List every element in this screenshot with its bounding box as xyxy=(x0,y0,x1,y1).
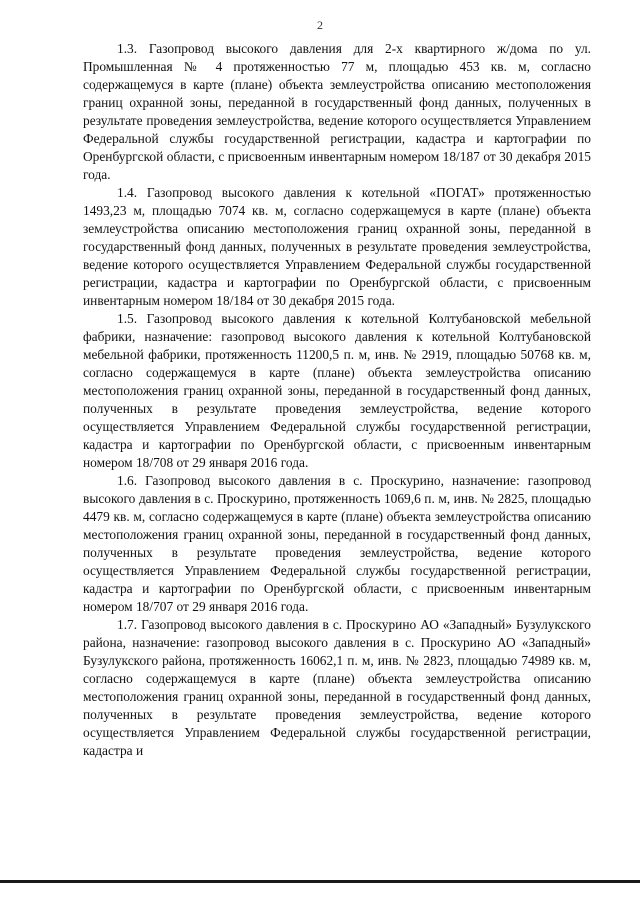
paragraph-1-6: 1.6. Газопровод высокого давления в с. Проскурино, назначение: газопровод высокого давления в с. Проскурино, протяженность 1069,6 п. м, инв. № 2825, площадью 4479 кв. м, согласно содержащемуся в карте (плане) объекта землеустройства описанию местоположения границ охранной зоны, переданной в государственный фонд данных, полученных в результате проведения землеустройства, ведение которого осуществляется Управлением Федеральной службы государственной регистрации, кадастра и картографии по Оренбургской области, с присвоенным инвентарным номером 18/707 от 29 января 2016 года. xyxy=(83,473,591,614)
paragraph-1-7: 1.7. Газопровод высокого давления в с. Проскурино АО «Западный» Бузулукского района, назначение: газопровод высокого давления в с. Проскурино АО «Западный» Бузулукского района, протяженность 16062,1 п. м, инв. № 2823, площадью 74989 кв. м, согласно содержащемуся в карте (плане) объекта землеустройства описанию местоположения границ охранной зоны, переданной в государственный фонд данных, полученных в результате проведения землеустройства, ведение которого осуществляется Управлением Федеральной службы государственной регистрации, кадастра и xyxy=(83,617,591,758)
paragraph-1-5: 1.5. Газопровод высокого давления к котельной Колтубановской мебельной фабрики, назначение: газопровод высокого давления к котельной Колтубановской мебельной фабрики, протяженность 11200,5 п. м, инв. № 2919, площадью 50768 кв. м, согласно содержащемуся в карте (плане) объекта землеустройства описанию местоположения границ охранной зоны, переданной в государственный фонд данных, полученных в результате проведения землеустройства, ведение которого осуществляется Управлением Федеральной службы государственной регистрации, кадастра и картографии по Оренбургской области, с присвоенным инвентарным номером 18/708 от 29 января 2016 года. xyxy=(83,311,591,470)
bottom-scan-edge xyxy=(0,880,640,883)
page-number: 2 xyxy=(317,18,323,32)
document-body xyxy=(83,40,591,760)
paragraph-1-4: 1.4. Газопровод высокого давления к котельной «ПОГАТ» протяженностью 1493,23 м, площадью 7074 кв. м, согласно содержащемуся в карте (плане) объекта землеустройства описанию местоположения границ охранной зоны, переданной в государственный фонд данных, полученных в результате проведения землеустройства, ведение которого осуществляется Управлением Федеральной службы государственной регистрации, кадастра и картографии по Оренбургской области, с присвоенным инвентарным номером 18/184 от 30 декабря 2015 года. xyxy=(83,185,591,308)
paragraph-1-3: 1.3. Газопровод высокого давления для 2-х квартирного ж/дома по ул. Промышленная № 4 протяженностью 77 м, площадью 453 кв. м, согласно содержащемуся в карте (плане) объекта землеустройства описанию местоположения границ охранной зоны, переданной в государственный фонд данных, полученных в результате проведения землеустройства, ведение которого осуществляется Управлением Федеральной службы государственной регистрации, кадастра и картографии по Оренбургской области, с присвоенным инвентарным номером 18/187 от 30 декабря 2015 года. xyxy=(83,41,591,182)
